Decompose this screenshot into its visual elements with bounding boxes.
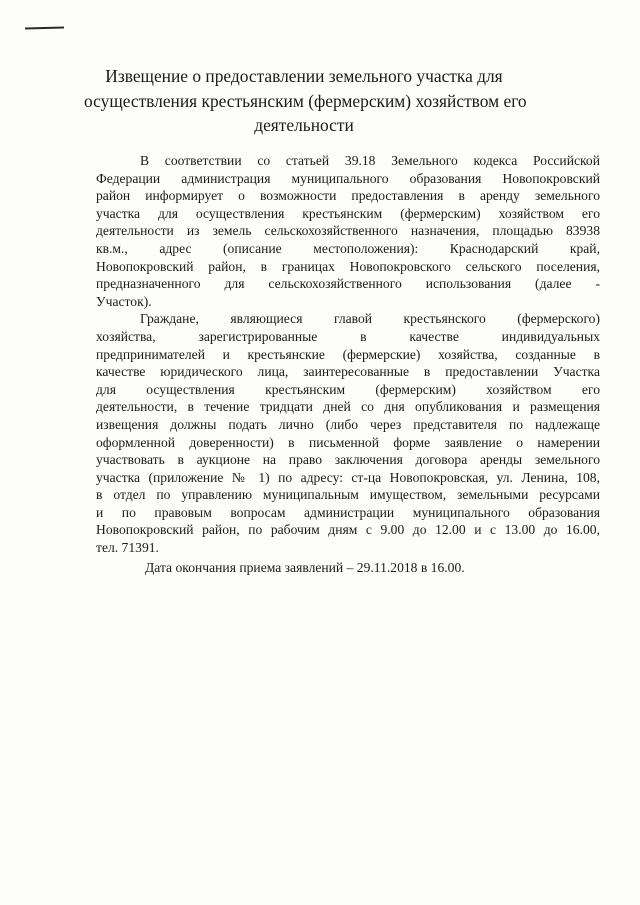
paragraph-line: оформленной доверенности) в письменной форме заявление о намерении [96, 434, 600, 450]
paragraph-line: деятельности, в течение тридцати дней со дня опубликования и размещения [96, 399, 600, 415]
paragraph-application-terms [96, 310, 600, 556]
paragraph-line: предпринимателей и крестьянские (фермерские) хозяйства, созданные в [96, 346, 600, 362]
paragraph-line: Новопокровский район, в границах Новопокровского сельского поселения, [96, 258, 600, 274]
paragraph-line: район информирует о возможности предоставления в аренду земельного [96, 188, 600, 204]
paragraph-line: кв.м., адрес (описание местоположения): Краснодарский край, [96, 240, 600, 256]
paragraph-line: Граждане, являющиеся главой крестьянского (фермерского) [140, 311, 600, 327]
paragraph-line: качестве юридического лица, заинтересованные в предоставлении Участка [96, 364, 600, 380]
paragraph-line: извещения должны подать лично (либо через представителя по надлежаще [96, 416, 600, 432]
paragraph-line: участка для осуществления крестьянским (фермерским) хозяйством его [96, 205, 600, 221]
document-title [84, 64, 527, 138]
paragraph-line: хозяйства, зарегистрированные в качестве индивидуальных [96, 328, 600, 344]
corner-pen-mark [25, 26, 64, 29]
paragraph-line: и по правовым вопросам администрации муниципального образования [96, 504, 600, 520]
paragraph-line: Участок). [96, 293, 152, 309]
paragraph-line: участвовать в аукционе на право заключения договора аренды земельного [96, 452, 600, 468]
paragraph-line: в отдел по управлению муниципальным имуществом, земельными ресурсами [96, 487, 600, 503]
paragraph-line: для осуществления крестьянским (фермерским) хозяйством его [96, 381, 600, 397]
paragraph-line: предназначенного для сельскохозяйственного использования (далее - [96, 276, 600, 292]
title-line: деятельности [254, 115, 354, 135]
title-line: осуществления крестьянским (фермерским) хозяйством его [84, 90, 527, 111]
paragraph-line: участка (приложение № 1) по адресу: ст-ца Новопокровская, ул. Ленина, 108, [96, 469, 600, 485]
title-line: Извещение о предоставлении земельного участка для [105, 66, 503, 86]
paragraph-line: Новопокровский район, по рабочим дням с 9.00 до 12.00 и с 13.00 до 16.00, [96, 522, 600, 538]
application-deadline: Дата окончания приема заявлений – 29.11.2018 в 16.00. [145, 559, 465, 575]
document-body [96, 152, 600, 576]
paragraph-line: деятельности из земель сельскохозяйственного назначения, площадью 83938 [96, 223, 600, 239]
paragraph-line: тел. 71391. [96, 540, 159, 556]
paragraph-line: Федерации администрация муниципального образования Новопокровский [96, 170, 600, 186]
paragraph-announcement [96, 152, 600, 310]
paragraph-line: В соответствии со статьей 39.18 Земельного кодекса Российской [140, 153, 600, 168]
